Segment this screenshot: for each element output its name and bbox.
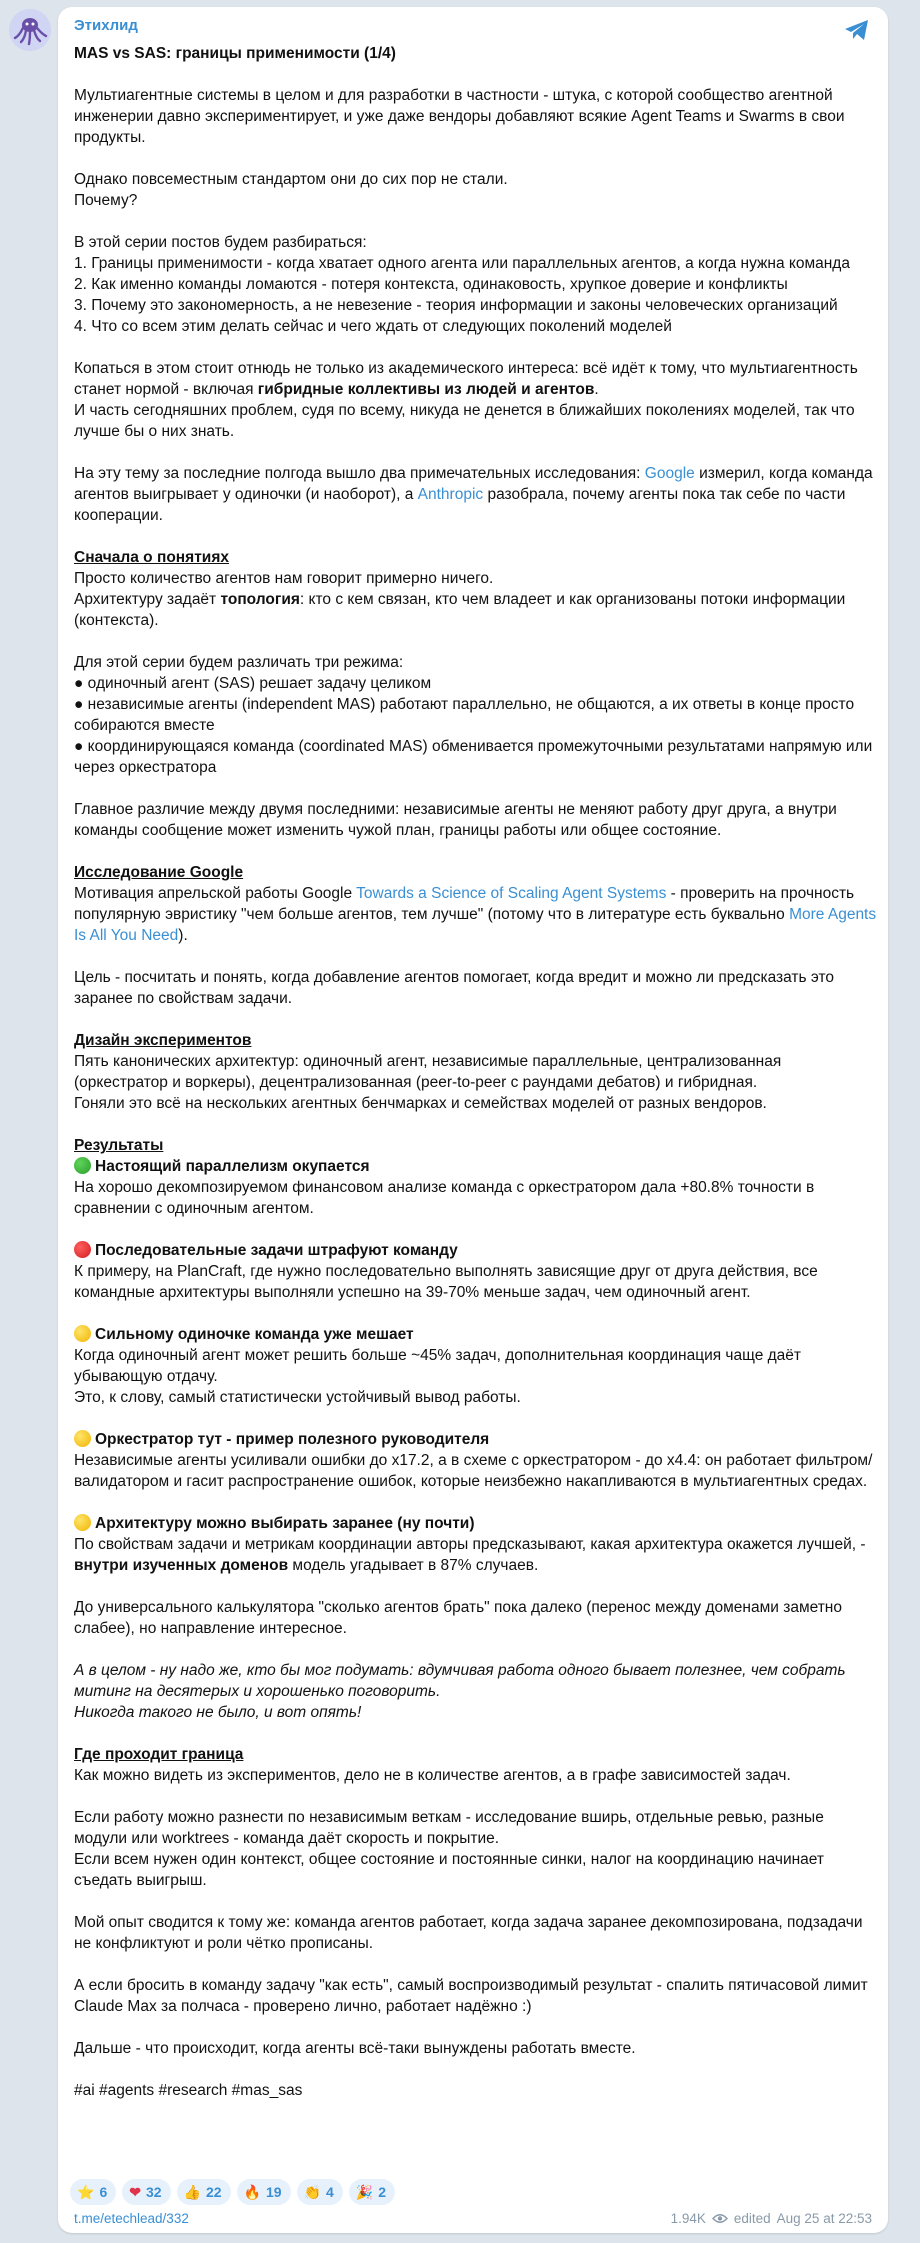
paragraph: Мой опыт сводится к тому же: команда агентов работает, когда задача заранее декомпозирована, подзадачи не конфликтуют и роли чётко прописаны. xyxy=(74,1914,863,1952)
paragraph: Мультиагентные системы в целом и для разработки в частности - штука, с которой сообщество агентной инженерии давно экспериментирует, и уже даже вендоры добавляют всякие Agent Teams и Swarms в свои продукты. xyxy=(74,87,845,146)
list-item: 3. Почему это закономерность, а не невезение - теория информации и законы человеческих организаций xyxy=(74,297,838,314)
eye-icon xyxy=(712,2213,728,2224)
reaction-star[interactable] xyxy=(70,2179,116,2205)
yellow-circle-icon xyxy=(74,1430,91,1447)
paragraph: Почему? xyxy=(74,192,138,209)
reaction-thumbs-up[interactable] xyxy=(177,2179,231,2205)
green-circle-icon xyxy=(74,1157,91,1174)
result-text: Когда одиночный агент может решить больше ~45% задач, дополнительная координация чаще даёт убывающую отдачу. xyxy=(74,1347,802,1385)
list-item: ● независимые агенты (independent MAS) работают параллельно, не общаются, а их ответы в конце просто собираются вместе xyxy=(74,696,855,734)
heart-icon: ❤ xyxy=(129,2184,141,2200)
post-link[interactable]: t.me/etechlead/332 xyxy=(74,2211,189,2226)
paragraph: Дальше - что происходит, когда агенты всё-таки вынуждены работать вместе. xyxy=(74,2040,636,2057)
paper-link-scaling[interactable]: Towards a Science of Scaling Agent Systems xyxy=(356,885,667,902)
reaction-count: 32 xyxy=(145,2184,162,2200)
message-card xyxy=(58,7,888,2233)
octopus-logo-icon xyxy=(9,9,51,51)
paragraph: Если всем нужен один контекст, общее состояние и постоянные синки, налог на координацию начинает съедать выигрыш. xyxy=(74,1851,824,1889)
italic-remark: Никогда такого не было, и вот опять! xyxy=(74,1704,362,1721)
italic-remark: А в целом - ну надо же, кто бы мог подумать: вдумчивая работа одного бывает полезнее, чем собрать митинг на десятерых и хорошенько поговорить. xyxy=(74,1662,846,1700)
message-meta xyxy=(671,2211,872,2226)
list-item: ● координирующаяся команда (coordinated MAS) обменивается промежуточными результатами напрямую или через оркестратора xyxy=(74,738,873,776)
result-title: Последовательные задачи штрафуют команду xyxy=(74,1240,879,1261)
paragraph: Архитектуру задаёт топология: кто с кем связан, кто чем владеет и как организованы потоки информации (контекста). xyxy=(74,591,846,629)
list-intro: Для этой серии будем различать три режима: xyxy=(74,654,404,671)
party-icon: 🎉 xyxy=(355,2184,374,2200)
list-item: ● одиночный агент (SAS) решает задачу целиком xyxy=(74,675,432,692)
reaction-count: 4 xyxy=(326,2184,334,2200)
result-text: По свойствам задачи и метрикам координации авторы предсказывают, какая архитектура окажется лучшей, - внутри изученных доменов модель угадывает в 87% случаев. xyxy=(74,1536,866,1574)
list-item: 2. Как именно команды ломаются - потеря контекста, одинаковость, хрупкое доверие и конфликты xyxy=(74,276,788,293)
google-link[interactable]: Google xyxy=(644,465,695,482)
reaction-heart[interactable] xyxy=(122,2179,170,2205)
result-title: Архитектуру можно выбирать заранее (ну почти) xyxy=(74,1513,879,1534)
fire-icon: 🔥 xyxy=(243,2184,261,2200)
post-title: MAS vs SAS: границы применимости (1/4) xyxy=(74,45,396,62)
result-title: Сильному одиночке команда уже мешает xyxy=(74,1324,879,1345)
paragraph: До универсального калькулятора "сколько агентов брать" пока далеко (перенос между доменами заметно слабее), но направление интересное. xyxy=(74,1599,842,1637)
yellow-circle-icon xyxy=(74,1325,91,1342)
list-item: 1. Границы применимости - когда хватает одного агента или параллельных агентов, а когда нужна команда xyxy=(74,255,850,272)
section-heading: Сначала о понятиях xyxy=(74,549,229,566)
reaction-fire[interactable] xyxy=(237,2179,291,2205)
reaction-count: 2 xyxy=(378,2184,387,2200)
star-icon: ⭐ xyxy=(77,2184,95,2200)
channel-name[interactable]: Этихлид xyxy=(74,17,138,34)
result-text: К примеру, на PlanCraft, где нужно последовательно выполнять зависящие друг от друга действия, все командные архитектуры выполняли успешно на 39-70% меньше задач, чем одиночный агент. xyxy=(74,1263,818,1301)
views-count: 1.94K xyxy=(670,2211,706,2226)
section-heading: Исследование Google xyxy=(74,864,244,881)
paragraph: И часть сегодняшних проблем, судя по всему, никуда не денется в ближайших поколениях моделей, так что лучше бы о них знать. xyxy=(74,402,855,440)
hashtags[interactable]: #ai #agents #research #mas_sas xyxy=(74,2082,303,2099)
reaction-count: 19 xyxy=(266,2184,282,2200)
result-text: На хорошо декомпозируемом финансовом анализе команда с оркестратором дала +80.8% точности в сравнении с одиночным агентом. xyxy=(74,1179,815,1217)
paragraph: Главное различие между двумя последними: независимые агенты не меняют работу друг друга, а внутри команды сообщение может изменить чужой план, границы работы или общее состояние. xyxy=(74,801,837,839)
timestamp: Aug 25 at 22:53 xyxy=(776,2211,872,2226)
paper-link-more-agents[interactable]: More Agents Is All You Need xyxy=(74,906,877,944)
reaction-party[interactable] xyxy=(349,2179,395,2205)
paragraph: А если бросить в команду задачу "как есть", самый воспроизводимый результат - спалить пятичасовой лимит Claude Max за полчаса - проверено лично, работает надёжно :) xyxy=(74,1977,868,2015)
paragraph: Гоняли это всё на нескольких агентных бенчмарках и семействах моделей от разных вендоров. xyxy=(74,1095,767,1112)
reaction-count: 6 xyxy=(99,2184,108,2200)
paragraph: Мотивация апрельской работы Google Towards a Science of Scaling Agent Systems - проверить на прочность популярную эвристику "чем больше агентов, тем лучше" (потому что в литературе есть буквально More Agents Is All You Need). xyxy=(74,885,877,944)
reaction-count: 22 xyxy=(205,2184,222,2200)
telegram-icon[interactable] xyxy=(844,19,870,46)
clap-icon: 👏 xyxy=(303,2184,322,2200)
thumbs-up-icon: 👍 xyxy=(183,2184,201,2200)
anthropic-link[interactable]: Anthropic xyxy=(417,486,484,503)
edited-label: edited xyxy=(733,2211,771,2226)
section-heading: Где проходит граница xyxy=(74,1746,244,1763)
paragraph: Если работу можно разнести по независимым веткам - исследование вширь, отдельные ревью, разные модули или worktrees - команда даёт скорость и покрытие. xyxy=(74,1809,824,1847)
paragraph: Копаться в этом стоит отнюдь не только из академического интереса: всё идёт к тому, что мультиагентность станет нормой - включая гибридные коллективы из людей и агентов. xyxy=(74,360,858,398)
list-intro: В этой серии постов будем разбираться: xyxy=(74,234,367,251)
paragraph: Цель - посчитать и понять, когда добавление агентов помогает, когда вредит и можно ли предсказать это заранее по свойствам задачи. xyxy=(74,969,835,1007)
paragraph: Однако повсеместным стандартом они до сих пор не стали. xyxy=(74,171,508,188)
message-body xyxy=(74,43,879,2122)
channel-avatar[interactable] xyxy=(9,9,51,51)
paragraph: Просто количество агентов нам говорит примерно ничего. xyxy=(74,570,494,587)
result-text: Независимые агенты усиливали ошибки до x17.2, а в схеме с оркестратором - до x4.4: он работает фильтром/валидатором и гасит распространение ошибок, которые неизбежно накапливаются в мультиагентных средах. xyxy=(74,1452,873,1490)
list-item: 4. Что со всем этим делать сейчас и чего ждать от следующих поколений моделей xyxy=(74,318,672,335)
section-heading: Результаты xyxy=(74,1137,164,1154)
result-title: Настоящий параллелизм окупается xyxy=(74,1156,879,1177)
red-circle-icon xyxy=(74,1241,91,1258)
paragraph: На эту тему за последние полгода вышло два примечательных исследования: Google измерил, когда команда агентов выигрывает у одиночки (и наоборот), а Anthropic разобрала, почему агенты пока так себе по части кооперации. xyxy=(74,465,873,524)
section-heading: Дизайн экспериментов xyxy=(74,1032,252,1049)
reactions-bar xyxy=(70,2179,395,2205)
paragraph: Пять канонических архитектур: одиночный агент, независимые параллельные, централизованная (оркестратор и воркеры), децентрализованная (peer-to-peer с раундами дебатов) и гибридная. xyxy=(74,1053,782,1091)
yellow-circle-icon xyxy=(74,1514,91,1531)
result-title: Оркестратор тут - пример полезного руководителя xyxy=(74,1429,879,1450)
paragraph: Как можно видеть из экспериментов, дело не в количестве агентов, а в графе зависимостей задач. xyxy=(74,1767,791,1784)
result-text: Это, к слову, самый статистически устойчивый вывод работы. xyxy=(74,1389,521,1406)
reaction-clap[interactable] xyxy=(297,2179,343,2205)
